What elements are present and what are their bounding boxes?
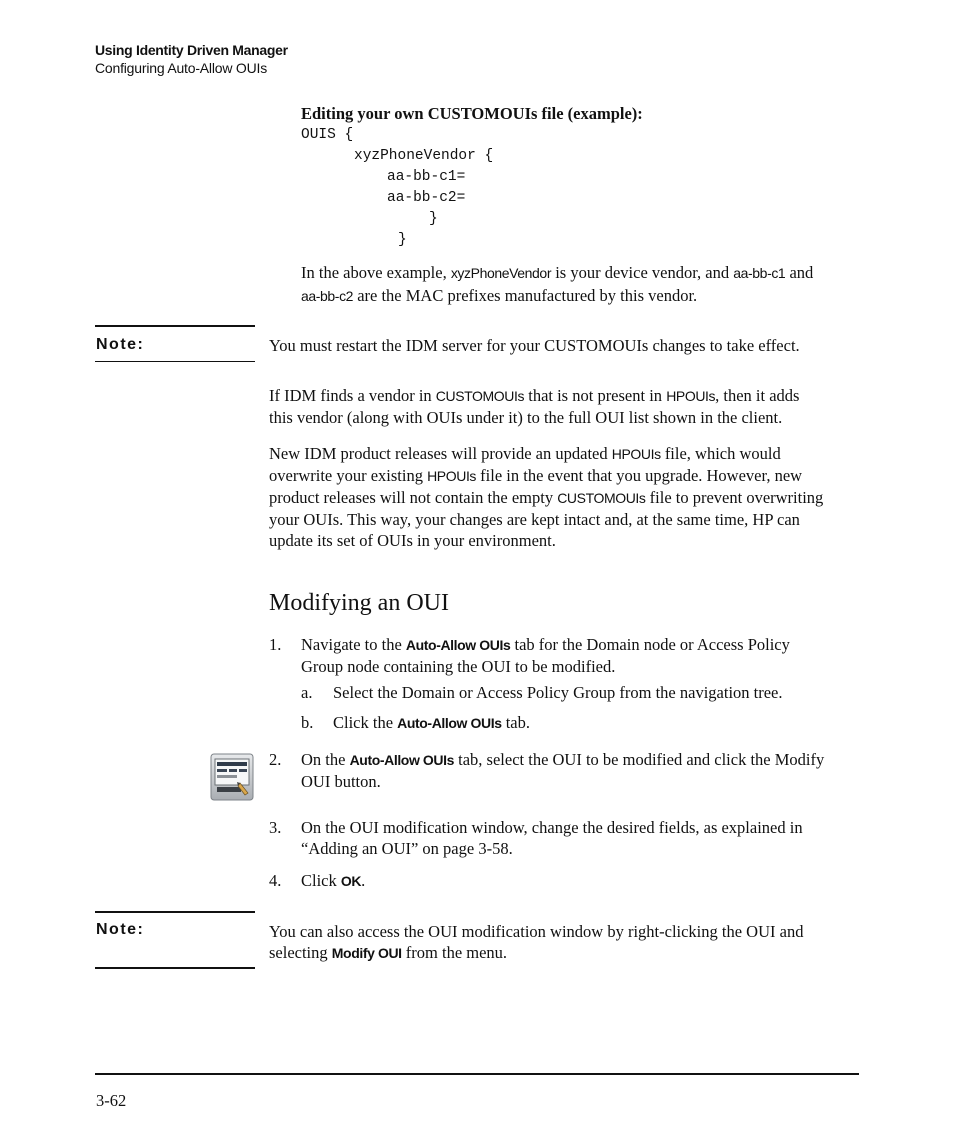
page-number: 3-62 [96, 1091, 127, 1110]
code-term: HPOUIs [427, 468, 477, 484]
footer-rule [95, 1073, 859, 1075]
code-line-1: OUIS { [301, 127, 354, 143]
note-rule-top [95, 325, 255, 327]
step-1-number: 1. [269, 635, 282, 654]
code-term: aa-bb-c1 [733, 265, 786, 281]
step-1a-letter: a. [301, 683, 313, 702]
step-1b-text: Click the Auto-Allow OUIs tab. [333, 713, 531, 732]
note-text: You can also access the OUI modification window by right-clicking the OUI and selecting Modify OUI from the menu. [269, 922, 804, 962]
step-1-text: Navigate to the Auto-Allow OUIs tab for the Domain node or Access Policy Group node containing the OUI to be modified. [301, 635, 790, 676]
note-text: You must restart the IDM server for your CUSTOMOUIs changes to take effect. [269, 336, 800, 355]
step-4-text: Click OK. [301, 871, 366, 890]
modify-oui-icon-graphic [210, 753, 254, 801]
code-term: xyzPhoneVendor [450, 265, 552, 281]
step-4-number: 4. [269, 871, 282, 890]
step-2-number: 2. [269, 750, 282, 769]
code-line-6: } [398, 232, 407, 248]
step-1b-letter: b. [301, 713, 314, 732]
note-rule-bottom [95, 361, 255, 362]
note-rule-top [95, 911, 255, 913]
example-paragraph: In the above example, xyzPhoneVendor is your device vendor, and aa-bb-c1 and aa-bb-c2 are the MAC prefixes manufactured by this vendor. [301, 263, 814, 305]
ui-term: Auto-Allow OUIs [397, 715, 502, 731]
code-line-2: xyzPhoneVendor { [354, 148, 494, 164]
note-label: Note: [96, 336, 145, 353]
step-2-text: On the Auto-Allow OUIs tab, select the OUI to be modified and click the Modify OUI button. [301, 750, 825, 791]
note-rule-bottom [95, 967, 255, 969]
ui-term: Auto-Allow OUIs [349, 752, 455, 768]
code-line-3: aa-bb-c1= [387, 169, 466, 185]
vendor-paragraph: If IDM finds a vendor in CUSTOMOUIs that is not present in HPOUIs, then it adds this vendor (along with OUIs under it) to the full OUI list shown in the client. [269, 386, 800, 427]
ui-term: Auto-Allow OUIs [405, 637, 511, 653]
release-paragraph: New IDM product releases will provide an updated HPOUIs file, which would overwrite your existing HPOUIs file in the event that you upgrade. However, new product releases will not contain the empty CUSTOMOUIs file to prevent overwriting your OUIs. This way, your changes are kept intact and, at the same time, HP can update its set of OUIs in your environment. [269, 444, 824, 550]
code-term: aa-bb-c2 [301, 288, 354, 304]
running-header [95, 41, 288, 77]
modify-oui-icon [210, 753, 254, 801]
code-term: HPOUIs [666, 388, 716, 404]
step-3-text: On the OUI modification window, change the desired fields, as explained in “Adding an OUI” on page 3-58. [301, 818, 803, 858]
code-term: HPOUIs [611, 446, 661, 462]
step-1a-text: Select the Domain or Access Policy Group from the navigation tree. [333, 683, 783, 702]
code-line-5: } [429, 211, 438, 227]
ui-term: OK [340, 873, 362, 889]
running-header-title: Using Identity Driven Manager [95, 42, 288, 58]
step-3-number: 3. [269, 818, 282, 837]
code-term: CUSTOMOUIs [557, 490, 646, 506]
code-line-4: aa-bb-c2= [387, 190, 466, 206]
note-label: Note: [96, 921, 145, 938]
running-header-subtitle: Configuring Auto-Allow OUIs [95, 60, 268, 76]
example-heading: Editing your own CUSTOMOUIs file (example): [301, 104, 643, 123]
section-heading: Modifying an OUI [269, 590, 449, 616]
ui-term: Modify OUI [331, 945, 402, 961]
code-term: CUSTOMOUIs [435, 388, 525, 404]
